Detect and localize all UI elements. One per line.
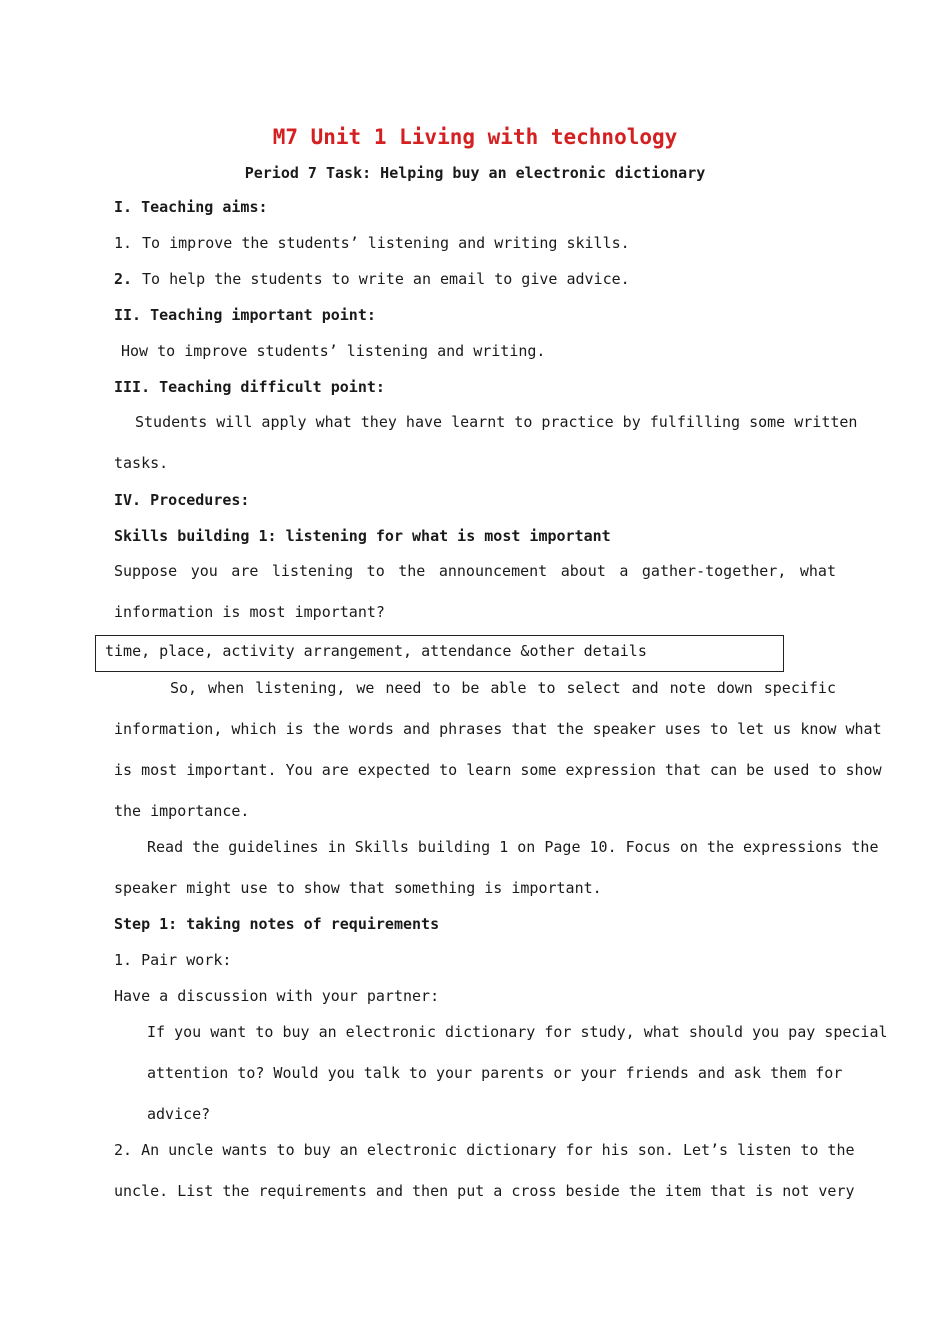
page-subtitle: Period 7 Task: Helping buy an electronic dictionary xyxy=(244,164,706,182)
aim-1-text: To improve the students’ listening and writing skills. xyxy=(142,234,630,252)
so-line-1: So, when listening, we need to be able to select and note down specific xyxy=(170,679,836,697)
skills-building-heading: Skills building 1: listening for what is most important xyxy=(114,527,611,545)
read-line-2: speaker might use to show that something is important. xyxy=(114,879,602,897)
uncle-line-1: 2. An uncle wants to buy an electronic dictionary for his son. Let’s listen to the xyxy=(114,1141,855,1159)
discussion-prompt: Have a discussion with your partner: xyxy=(114,987,440,1005)
question-line-2: attention to? Would you talk to your parents or your friends and ask them for xyxy=(147,1064,843,1082)
uncle-line-2: uncle. List the requirements and then put a cross beside the item that is not very xyxy=(114,1182,855,1200)
key-info-box xyxy=(95,635,784,672)
difficult-point-heading: III. Teaching difficult point: xyxy=(114,378,385,396)
procedures-heading: IV. Procedures: xyxy=(114,491,250,509)
page-title: M7 Unit 1 Living with technology xyxy=(272,125,678,149)
so-line-3: is most important. You are expected to learn some expression that can be used to show xyxy=(114,761,882,779)
aims-heading: I. Teaching aims: xyxy=(114,198,268,216)
question-line-3: advice? xyxy=(147,1105,211,1123)
important-point-text: How to improve students’ listening and writing. xyxy=(121,342,546,360)
difficult-point-line-2: tasks. xyxy=(114,454,169,472)
question-line-1: If you want to buy an electronic dictionary for study, what should you pay special xyxy=(147,1023,888,1041)
aim-1-number: 1. xyxy=(114,234,133,252)
read-line-1: Read the guidelines in Skills building 1 on Page 10. Focus on the expressions the xyxy=(147,838,879,856)
important-point-heading: II. Teaching important point: xyxy=(114,306,376,324)
suppose-line-1: Suppose you are listening to the announcement about a gather-together, what xyxy=(114,562,836,580)
pair-work-label: 1. Pair work: xyxy=(114,951,232,969)
step-1-heading: Step 1: taking notes of requirements xyxy=(114,915,440,933)
aim-2-number: 2. xyxy=(114,270,133,288)
difficult-point-line-1: Students will apply what they have learnt to practice by fulfilling some written xyxy=(135,413,858,431)
so-line-2: information, which is the words and phrases that the speaker uses to let us know what xyxy=(114,720,882,738)
suppose-line-2: information is most important? xyxy=(114,603,385,621)
aim-2-text: To help the students to write an email to give advice. xyxy=(142,270,630,288)
key-info-text: time, place, activity arrangement, attendance &other details xyxy=(105,642,647,660)
so-line-4: the importance. xyxy=(114,802,250,820)
